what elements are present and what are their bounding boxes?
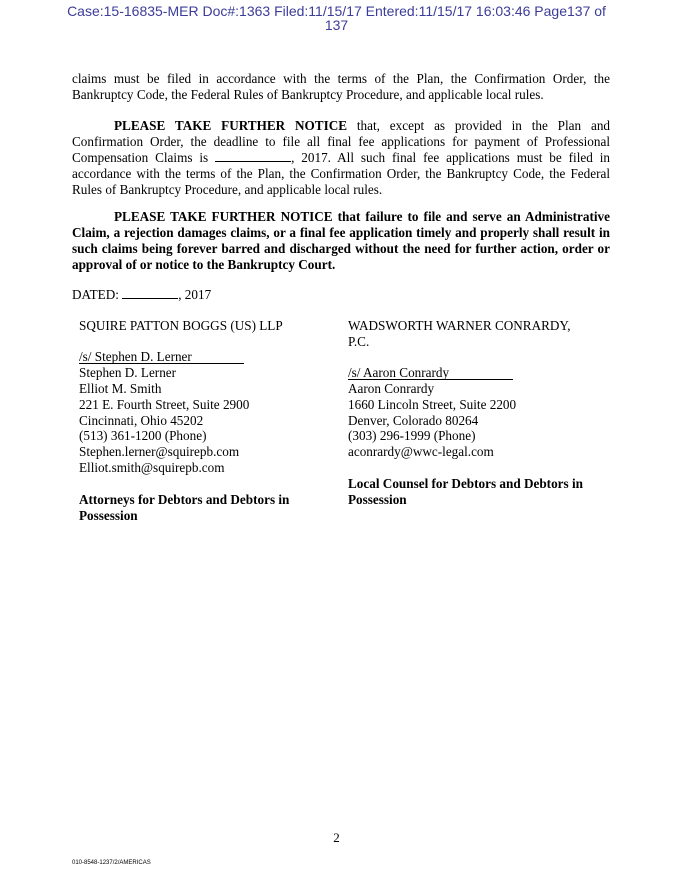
firm-name: WADSWORTH WARNER CONRARDY, xyxy=(348,318,571,333)
document-code: 010-8548-1237/2/AMERICAS xyxy=(72,860,151,866)
case-header-line2: 137 xyxy=(324,17,349,33)
signature-line: /s/ Stephen D. Lerner xyxy=(79,350,244,364)
attorney-name: Elliot M. Smith xyxy=(79,380,162,396)
page-number: 2 xyxy=(333,830,340,845)
email-link[interactable]: aconrardy@wwc-legal.com xyxy=(348,444,494,460)
firm-name-cont: P.C. xyxy=(348,333,370,349)
paragraph-bar-notice-text: that failure to file and serve an Administrative Claim, a rejection damages claims, or a final fee application timely and properly shall result in such claims being forever barred and discharged without the need for further action, order or approval of or notice to the Bankruptcy Court. xyxy=(72,209,610,272)
notice-heading: PLEASE TAKE FURTHER NOTICE xyxy=(114,118,348,133)
paragraph-claims-filing: claims must be filed in accordance with the terms of the Plan, the Confirmation Order, the Bankruptcy Code, the Federal Rules of Bankruptcy Procedure, and applicable local rules. xyxy=(72,71,610,102)
case-header-line1: Case:15-16835-MER Doc#:1363 Filed:11/15/17 Entered:11/15/17 16:03:46 Page137 of xyxy=(67,3,606,19)
dated-line xyxy=(72,287,610,303)
dated-year: , 2017 xyxy=(178,287,212,302)
paragraph-bar-notice xyxy=(72,209,610,273)
attorney-role: Local Counsel for Debtors and Debtors in xyxy=(348,476,583,492)
case-header xyxy=(0,4,673,32)
attorney-role-cont: Possession xyxy=(348,492,407,508)
email-link[interactable]: Stephen.lerner@squirepb.com xyxy=(79,444,240,460)
deadline-blank xyxy=(215,150,291,162)
dated-label: DATED: xyxy=(72,287,119,302)
attorney-name: Aaron Conrardy xyxy=(348,380,435,396)
notice-heading: PLEASE TAKE FURTHER NOTICE xyxy=(114,209,333,224)
paragraph-fee-deadline-text-b: , 2017. All such final fee applications must be filed in accordance with the terms of the Plan, the Confirmation Order, the Bankruptcy Code, the Federal Rules of Bankruptcy Procedure, and applicable local rules. xyxy=(72,149,610,197)
address-city: Denver, Colorado 80264 xyxy=(348,412,479,428)
address-street: 221 E. Fourth Street, Suite 2900 xyxy=(79,396,250,412)
phone: (513) 361-1200 (Phone) xyxy=(79,428,207,444)
date-blank xyxy=(122,287,178,299)
address-street: 1660 Lincoln Street, Suite 2200 xyxy=(348,396,517,412)
firm-name: SQUIRE PATTON BOGGS (US) LLP xyxy=(79,318,283,333)
attorney-role-cont: Possession xyxy=(79,508,138,524)
right-signature-block xyxy=(348,318,583,508)
phone: (303) 296-1999 (Phone) xyxy=(348,428,476,444)
email-link[interactable]: Elliot.smith@squirepb.com xyxy=(79,460,225,476)
attorney-name: Stephen D. Lerner xyxy=(79,364,177,380)
paragraph-fee-deadline xyxy=(72,118,610,198)
address-city: Cincinnati, Ohio 45202 xyxy=(79,412,204,428)
attorney-role: Attorneys for Debtors and Debtors in xyxy=(79,492,290,508)
signature-line: /s/ Aaron Conrardy xyxy=(348,366,513,380)
paragraph-fee-deadline-text-a: that, except as provided in the Plan and Confirmation Order, the deadline to file all final fee applications for payment of Professional Compensation Claims is xyxy=(72,118,611,165)
left-signature-block xyxy=(79,318,289,524)
